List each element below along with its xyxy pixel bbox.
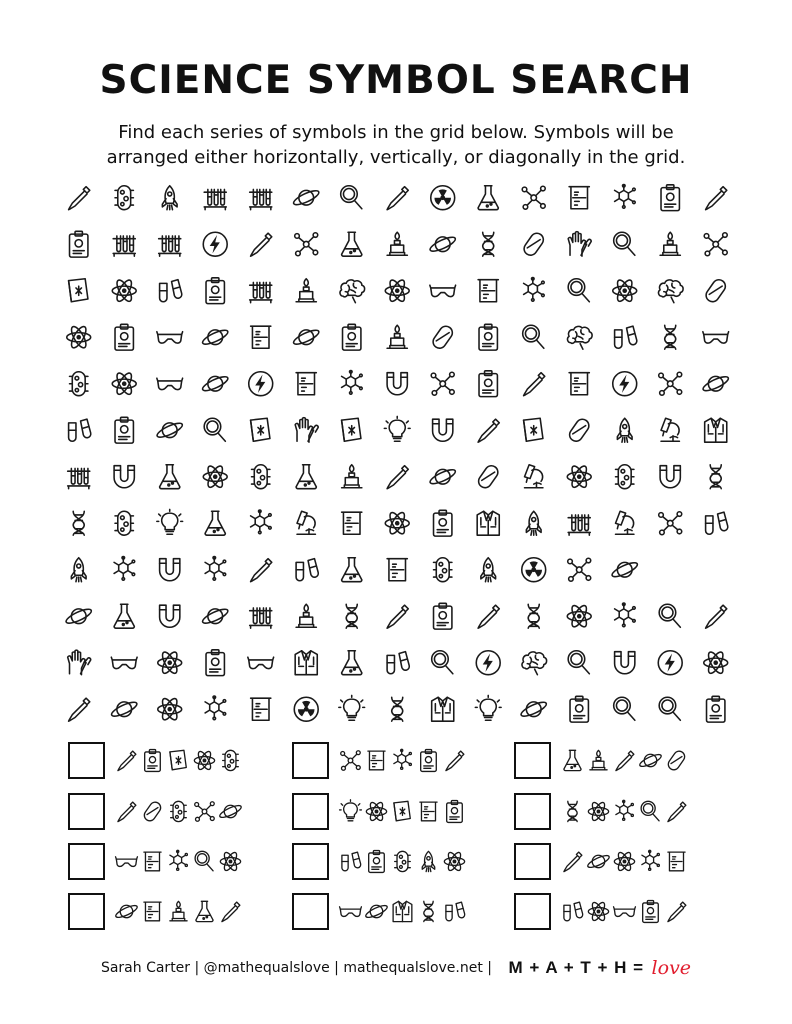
grid-symbol-burner-icon (387, 325, 407, 348)
instructions (40, 120, 752, 170)
grid-symbol-brain-icon (658, 280, 683, 303)
grid-symbol-bacteria-icon (252, 465, 270, 489)
key-symbol-compound-icon (170, 850, 187, 870)
grid-symbol-atom-icon (567, 464, 591, 489)
grid-symbol-bacteria-icon (434, 558, 452, 582)
grid-symbol-clipboard-icon (661, 185, 679, 211)
grid-symbol-magnifier-icon (432, 651, 453, 674)
grid-symbol-planet-icon (519, 700, 548, 719)
key-symbol-book-icon (394, 801, 410, 821)
symbol-sequence (338, 843, 488, 881)
key-symbol-magnifier-icon (641, 801, 659, 821)
grid-symbol-compound-icon (205, 556, 226, 580)
grid-symbol-dna-icon (483, 232, 494, 256)
answer-key-2 (68, 793, 278, 833)
grid-symbol-bulb-icon (339, 695, 365, 720)
symbol-sequence (560, 742, 710, 780)
key-symbol-bacteria-icon (395, 851, 411, 871)
grid-symbol-vials-icon (615, 326, 637, 348)
grid-symbol-dropper-icon (69, 187, 90, 210)
grid-symbol-magnifier-icon (204, 418, 225, 441)
grid-symbol-vials-icon (706, 512, 728, 534)
grid-symbol-beaker-icon (296, 373, 316, 395)
grid-symbol-labcoat-icon (477, 511, 499, 535)
grid-symbol-dropper-icon (706, 187, 727, 210)
grid-symbol-molecule-icon (431, 372, 454, 395)
symbol-sequence (338, 742, 488, 780)
grid-symbol-book-icon (342, 418, 361, 441)
grid-symbol-goggles-icon (703, 332, 729, 343)
grid-symbol-dna-icon (73, 511, 84, 535)
grid-symbol-pill-icon (476, 463, 500, 490)
grid-symbol-atom-icon (67, 325, 91, 350)
grid-symbol-planet-icon (201, 374, 230, 393)
grid-symbol-vials-icon (69, 419, 91, 441)
grid-symbol-molecule-icon (568, 558, 591, 581)
answer-key-4 (68, 893, 278, 933)
grid-symbol-bacteria-icon (70, 372, 88, 396)
key-symbol-rocket-icon (422, 851, 434, 871)
grid-symbol-testtubes-icon (68, 468, 90, 488)
grid-symbol-book-icon (524, 418, 543, 441)
grid-symbol-magnet-icon (387, 373, 407, 395)
grid-symbol-flask-icon (114, 604, 134, 628)
key-symbol-clipboard-icon (421, 750, 437, 772)
key-symbol-dropper-icon (668, 902, 686, 922)
key-symbol-vials-icon (564, 902, 583, 921)
answer-key-8 (292, 893, 502, 933)
grid-symbol-flask-icon (342, 232, 362, 256)
grid-symbol-testtubes-icon (204, 189, 226, 209)
answer-key-10 (514, 793, 724, 833)
grid-symbol-clipboard-icon (707, 696, 725, 722)
grid-symbol-molecule-icon (659, 512, 682, 535)
key-symbol-atom-icon (220, 851, 240, 872)
grid-symbol-goggles-icon (248, 657, 274, 668)
grid-symbol-magnifier-icon (568, 651, 589, 674)
grid-symbol-dropper-icon (524, 373, 545, 396)
key-symbol-dropper-icon (668, 802, 686, 822)
grid-symbol-dropper-icon (387, 605, 408, 628)
grid-symbol-compound-icon (205, 696, 226, 720)
grid-symbol-beaker-icon (569, 187, 589, 209)
grid-symbol-bolt-icon (203, 232, 227, 256)
grid-symbol-burner-icon (296, 604, 316, 627)
grid-symbol-magnifier-icon (614, 697, 635, 720)
grid-symbol-bulb-icon (157, 509, 183, 534)
grid-symbol-planet-icon (292, 188, 321, 207)
footer-love-logo: love (651, 957, 692, 979)
grid-symbol-molecule-icon (295, 233, 318, 256)
grid-symbol-magnet-icon (615, 652, 635, 674)
key-symbol-flask-icon (196, 901, 213, 921)
key-symbol-magnifier-icon (195, 851, 213, 871)
grid-symbol-clipboard-icon (434, 603, 452, 629)
grid-symbol-vials-icon (160, 280, 182, 302)
grid-symbol-magnet-icon (160, 559, 180, 581)
key-symbol-clipboard-icon (369, 851, 385, 873)
key-symbol-book-icon (170, 750, 186, 770)
grid-symbol-rocket-icon (162, 186, 177, 210)
grid-symbol-atom-icon (385, 278, 409, 303)
key-symbol-dropper-icon (446, 751, 464, 771)
grid-symbol-beaker-icon (478, 280, 498, 302)
grid-symbol-brain-icon (340, 280, 365, 303)
answer-checkbox[interactable] (68, 843, 105, 880)
key-symbol-flask-icon (564, 750, 581, 770)
grid-symbol-gloves-icon (568, 232, 591, 257)
answer-key-5 (292, 742, 502, 782)
grid-symbol-clipboard-icon (70, 231, 88, 257)
grid-symbol-testtubes-icon (159, 236, 181, 256)
answer-checkbox[interactable] (68, 893, 105, 930)
grid-symbol-planet-icon (110, 700, 139, 719)
grid-symbol-clipboard-icon (343, 324, 361, 350)
grid-symbol-testtubes-icon (568, 515, 590, 535)
grid-symbol-bacteria-icon (616, 465, 634, 489)
grid-symbol-goggles-icon (111, 657, 137, 668)
grid-symbol-molecule-icon (522, 186, 545, 209)
grid-symbol-burner-icon (660, 232, 680, 255)
key-symbol-atom-icon (444, 851, 464, 872)
page-title: SCIENCE SYMBOL SEARCH (99, 58, 693, 103)
symbol-sequence (114, 742, 264, 780)
grid-symbol-atom-icon (158, 650, 182, 675)
key-symbol-clipboard-icon (145, 750, 161, 772)
grid-symbol-molecule-icon (659, 372, 682, 395)
grid-symbol-magnifier-icon (523, 325, 544, 348)
grid-symbol-flask-icon (342, 651, 362, 675)
grid-symbol-planet-icon (428, 467, 457, 486)
grid-symbol-pill-icon (704, 277, 728, 304)
answer-checkbox[interactable] (292, 893, 329, 930)
grid-symbol-magnifier-icon (659, 697, 680, 720)
grid-symbol-magnet-icon (660, 466, 680, 488)
grid-symbol-dna-icon (528, 604, 539, 628)
grid-symbol-microscope-icon (297, 511, 315, 534)
key-symbol-compound-icon (394, 749, 411, 769)
grid-symbol-clipboard-icon (479, 371, 497, 397)
grid-symbol-testtubes-icon (113, 236, 135, 256)
key-symbol-burner-icon (170, 901, 187, 921)
grid-symbol-goggles-icon (157, 378, 183, 389)
grid-symbol-magnifier-icon (341, 186, 362, 209)
key-symbol-dropper-icon (118, 751, 136, 771)
answer-checkbox[interactable] (514, 893, 551, 930)
grid-symbol-dna-icon (710, 465, 721, 489)
grid-symbol-magnet-icon (160, 605, 180, 627)
grid-symbol-clipboard-icon (570, 696, 588, 722)
grid-symbol-clipboard-icon (115, 417, 133, 443)
key-symbol-planet-icon (364, 903, 388, 919)
answer-checkbox[interactable] (514, 793, 551, 830)
grid-symbol-planet-icon (64, 607, 93, 626)
grid-symbol-atom-icon (112, 371, 136, 396)
grid-symbol-atom-icon (704, 650, 728, 675)
grid-symbol-compound-icon (615, 603, 636, 627)
key-symbol-molecule-icon (341, 751, 361, 771)
grid-symbol-bacteria-icon (115, 511, 133, 535)
key-symbol-atom-icon (194, 750, 214, 771)
key-symbol-atom-icon (588, 901, 608, 922)
grid-symbol-magnet-icon (433, 419, 453, 441)
symbol-sequence (338, 793, 488, 831)
grid-symbol-clipboard-icon (206, 650, 224, 676)
key-symbol-dropper-icon (564, 852, 582, 872)
grid-symbol-beaker-icon (251, 326, 271, 348)
grid-symbol-bulb-icon (384, 416, 410, 441)
grid-symbol-magnet-icon (114, 466, 134, 488)
key-symbol-bacteria-icon (171, 801, 187, 821)
grid-symbol-gloves-icon (68, 650, 91, 675)
grid-symbol-clipboard-icon (206, 278, 224, 304)
key-symbol-planet-icon (218, 803, 242, 819)
answer-key-1 (68, 742, 278, 782)
grid-symbol-radiation-icon (431, 186, 455, 210)
grid-symbol-compound-icon (251, 510, 272, 534)
key-symbol-goggles-icon (116, 857, 138, 867)
grid-symbol-flask-icon (342, 558, 362, 582)
grid-symbol-rocket-icon (526, 511, 541, 535)
grid-symbol-dna-icon (392, 697, 403, 721)
answer-key-3 (68, 843, 278, 883)
grid-symbol-beaker-icon (569, 373, 589, 395)
grid-symbol-bacteria-icon (115, 186, 133, 210)
key-symbol-pill-icon (142, 800, 163, 823)
grid-symbol-gloves-icon (295, 418, 318, 443)
grid-symbol-burner-icon (342, 465, 362, 488)
answer-checkbox[interactable] (292, 843, 329, 880)
grid-symbol-compound-icon (114, 556, 135, 580)
grid-symbol-magnifier-icon (659, 604, 680, 627)
grid-symbol-clipboard-icon (479, 324, 497, 350)
grid-symbol-compound-icon (342, 370, 363, 394)
grid-symbol-microscope-icon (616, 511, 634, 534)
key-symbol-atom-icon (614, 851, 634, 872)
answer-checkbox[interactable] (68, 793, 105, 830)
grid-symbol-rocket-icon (71, 558, 86, 582)
grid-symbol-testtubes-icon (250, 189, 272, 209)
symbol-sequence (114, 843, 264, 881)
grid-symbol-labcoat-icon (295, 651, 317, 675)
key-symbol-clipboard-icon (447, 801, 463, 823)
grid-symbol-dropper-icon (478, 419, 499, 442)
grid-symbol-rocket-icon (481, 558, 496, 582)
grid-symbol-dropper-icon (478, 605, 499, 628)
grid-symbol-dna-icon (346, 604, 357, 628)
key-symbol-labcoat-icon (393, 901, 412, 921)
key-symbol-compound-icon (616, 800, 633, 820)
grid-symbol-microscope-icon (661, 418, 679, 441)
key-symbol-compound-icon (642, 850, 659, 870)
grid-symbol-atom-icon (613, 278, 637, 303)
grid-symbol-flask-icon (205, 511, 225, 535)
grid-symbol-dna-icon (665, 325, 676, 349)
grid-symbol-testtubes-icon (250, 282, 272, 302)
key-symbol-clipboard-icon (643, 901, 659, 923)
grid-symbol-radiation-icon (522, 558, 546, 582)
grid-symbol-pill-icon (567, 417, 591, 444)
grid-symbol-molecule-icon (704, 233, 727, 256)
key-symbol-dropper-icon (616, 751, 634, 771)
grid-symbol-bolt-icon (613, 372, 637, 396)
grid-symbol-planet-icon (610, 560, 639, 579)
grid-symbol-planet-icon (201, 607, 230, 626)
grid-symbol-dropper-icon (706, 605, 727, 628)
grid-symbol-bulb-icon (475, 695, 501, 720)
grid-symbol-dropper-icon (251, 559, 272, 582)
grid-symbol-brain-icon (567, 326, 592, 349)
grid-symbol-pill-icon (431, 324, 455, 351)
symbol-sequence (338, 893, 488, 931)
grid-symbol-vials-icon (387, 652, 409, 674)
grid-symbol-dropper-icon (387, 187, 408, 210)
grid-symbol-atom-icon (385, 511, 409, 536)
grid-symbol-flask-icon (160, 465, 180, 489)
grid-symbol-pill-icon (522, 231, 546, 258)
symbol-sequence (114, 793, 264, 831)
grid-symbol-planet-icon (155, 421, 184, 440)
grid-symbol-atom-icon (567, 604, 591, 629)
instructions-line-2: arranged either horizontally, vertically, or diagonally in the grid. (106, 147, 686, 168)
grid-symbol-dropper-icon (69, 698, 90, 721)
key-symbol-beaker-icon (668, 852, 685, 871)
key-symbol-planet-icon (114, 903, 138, 919)
key-symbol-atom-icon (588, 801, 608, 822)
key-symbol-planet-icon (586, 853, 610, 869)
key-symbol-molecule-icon (195, 802, 214, 822)
grid-symbol-dropper-icon (387, 466, 408, 489)
answer-key-7 (292, 843, 502, 883)
key-symbol-beaker-icon (420, 802, 437, 821)
grid-symbol-magnifier-icon (568, 279, 589, 302)
grid-symbol-planet-icon (701, 374, 730, 393)
key-symbol-dropper-icon (222, 902, 240, 922)
symbol-sequence (114, 893, 264, 931)
grid-symbol-beaker-icon (387, 559, 407, 581)
grid-symbol-labcoat-icon (432, 697, 454, 721)
answer-checkbox[interactable] (68, 742, 105, 779)
grid-symbol-planet-icon (428, 235, 457, 254)
key-symbol-dna-icon (568, 801, 577, 821)
key-symbol-beaker-icon (144, 852, 161, 871)
grid-symbol-book-icon (251, 418, 270, 441)
symbol-sequence (560, 893, 710, 931)
key-symbol-pill-icon (666, 749, 687, 772)
key-symbol-goggles-icon (340, 907, 362, 917)
grid-symbol-book-icon (69, 279, 88, 302)
grid-symbol-goggles-icon (430, 285, 456, 296)
grid-symbol-vials-icon (296, 559, 318, 581)
key-symbol-burner-icon (590, 750, 607, 770)
grid-symbol-rocket-icon (617, 418, 632, 442)
answer-key-6 (292, 793, 502, 833)
grid-symbol-brain-icon (522, 652, 547, 675)
grid-symbol-compound-icon (524, 277, 545, 301)
answer-checkbox[interactable] (292, 793, 329, 830)
answer-key-9 (514, 742, 724, 782)
answer-key-12 (514, 893, 724, 933)
key-symbol-planet-icon (638, 752, 662, 768)
footer-brand: M + A + T + H = (508, 958, 645, 977)
answer-checkbox[interactable] (292, 742, 329, 779)
grid-symbol-clipboard-icon (115, 324, 133, 350)
key-symbol-dna-icon (424, 901, 433, 921)
grid-symbol-labcoat-icon (705, 418, 727, 442)
grid-symbol-burner-icon (296, 279, 316, 302)
key-symbol-bacteria-icon (223, 750, 239, 770)
grid-symbol-flask-icon (478, 186, 498, 210)
key-symbol-vials-icon (446, 902, 465, 921)
grid-symbol-atom-icon (203, 464, 227, 489)
symbol-sequence (560, 793, 710, 831)
grid-symbol-bolt-icon (658, 651, 682, 675)
symbol-grid (60, 180, 732, 702)
key-symbol-dropper-icon (118, 802, 136, 822)
grid-symbol-magnifier-icon (614, 232, 635, 255)
answer-key-11 (514, 843, 724, 883)
grid-symbol-compound-icon (615, 184, 636, 208)
key-symbol-bulb-icon (340, 800, 362, 821)
grid-symbol-testtubes-icon (250, 608, 272, 628)
footer (0, 957, 792, 981)
grid-symbol-planet-icon (201, 328, 230, 347)
key-symbol-beaker-icon (368, 751, 385, 770)
grid-symbol-flask-icon (296, 465, 316, 489)
grid-symbol-atom-icon (158, 697, 182, 722)
grid-symbol-atom-icon (112, 278, 136, 303)
grid-symbol-dropper-icon (251, 233, 272, 256)
grid-symbol-beaker-icon (251, 698, 271, 720)
key-symbol-goggles-icon (614, 907, 636, 917)
answer-checkbox[interactable] (514, 742, 551, 779)
symbol-sequence (560, 843, 710, 881)
grid-symbol-goggles-icon (157, 332, 183, 343)
instructions-line-1: Find each series of symbols in the grid below. Symbols will be (118, 122, 674, 143)
grid-symbol-radiation-icon (294, 697, 318, 721)
grid-symbol-burner-icon (387, 232, 407, 255)
grid-symbol-clipboard-icon (434, 510, 452, 536)
grid-symbol-bolt-icon (476, 651, 500, 675)
key-symbol-atom-icon (366, 801, 386, 822)
answer-checkbox[interactable] (514, 843, 551, 880)
grid-symbol-microscope-icon (525, 465, 543, 488)
key-symbol-vials-icon (342, 852, 361, 871)
footer-credit: Sarah Carter | @mathequalslove | mathequalslove.net | (100, 960, 493, 976)
grid-symbol-beaker-icon (342, 512, 362, 534)
grid-symbol-planet-icon (292, 328, 321, 347)
grid-symbol-bolt-icon (249, 372, 273, 396)
key-symbol-beaker-icon (144, 902, 161, 921)
